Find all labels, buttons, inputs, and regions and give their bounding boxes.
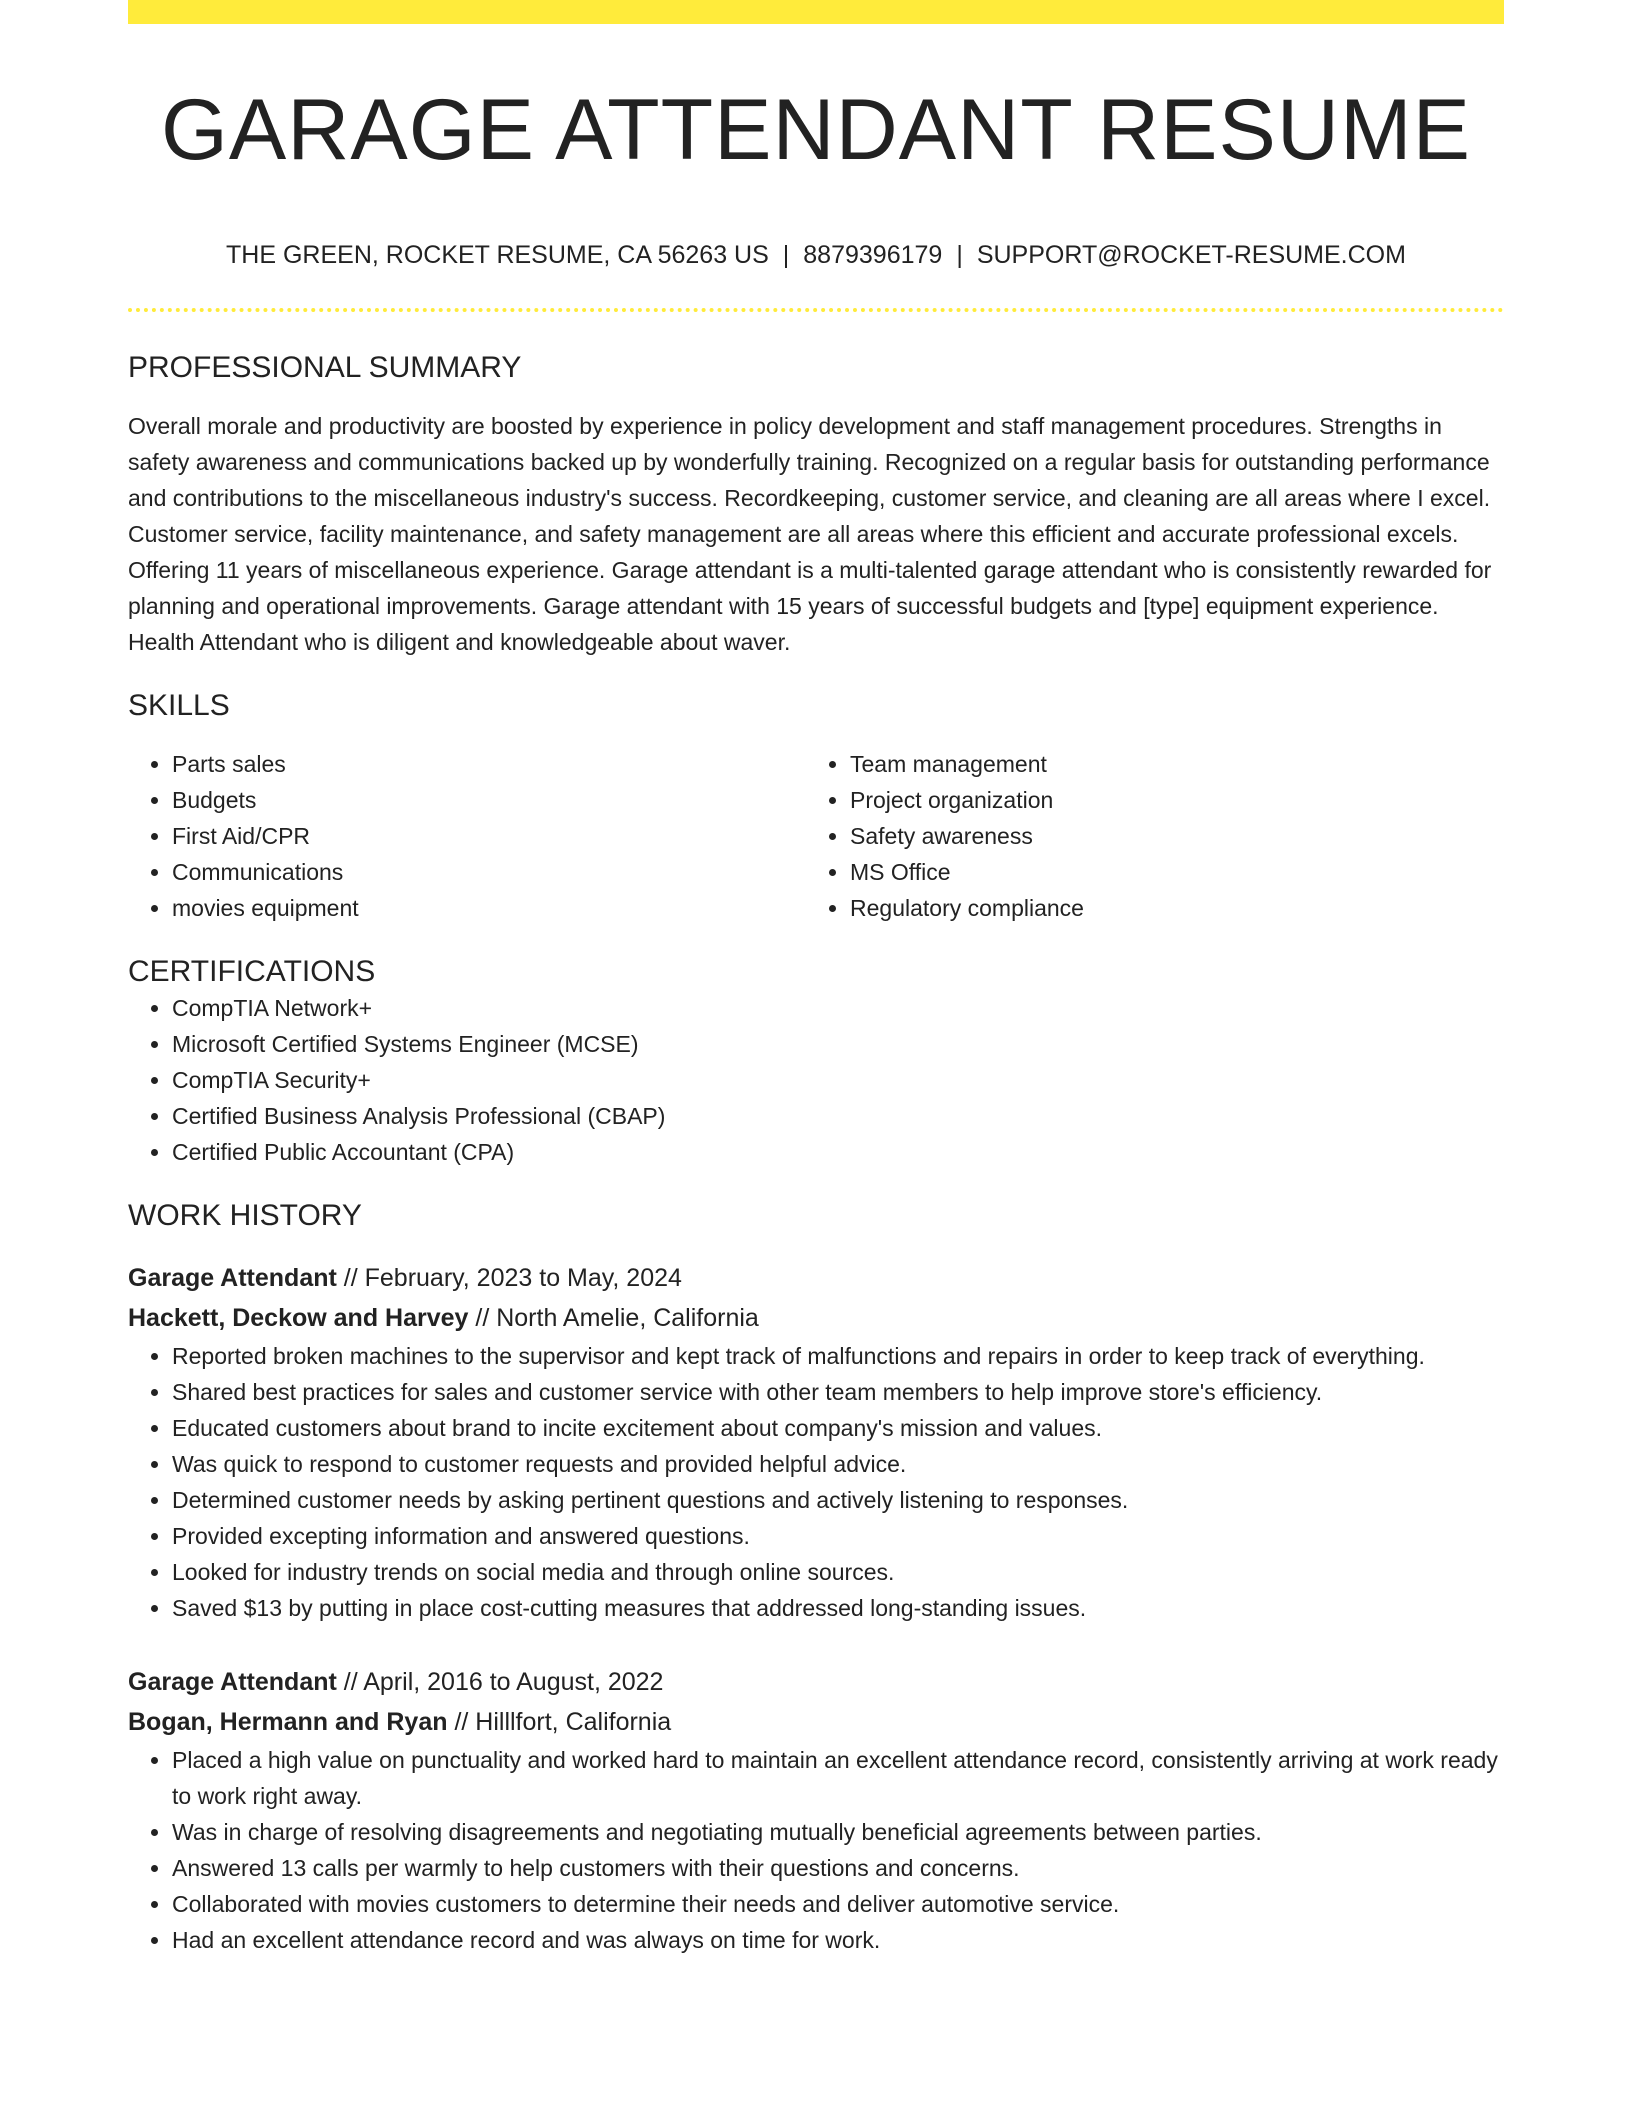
- contact-separator: |: [956, 241, 963, 269]
- summary-text: Overall morale and productivity are boosted by experience in policy development and staff management procedures. Strengths in safety awareness and communications backed up by wonderfully training. Recognized on a regular basis for outstanding performance and contributions to the miscellaneous industry's success. Recordkeeping, customer service, and cleaning are all areas where I excel. Customer service, facility maintenance, and safety management are all areas where this efficient and accurate professional excels. Offering 11 years of miscellaneous experience. Garage attendant is a multi-talented garage attendant who is consistently rewarded for planning and operational improvements. Garage attendant with 15 years of successful budgets and [type] equipment experience. Health Attendant who is diligent and knowledgeable about waver.: [128, 413, 1492, 655]
- job-dates: // February, 2023 to May, 2024: [336, 1264, 682, 1292]
- certifications-heading: CERTIFICATIONS: [128, 955, 376, 988]
- job-bullet: • Shared best practices for sales and customer service with other team members to help improve store's efficiency.: [172, 1374, 1504, 1410]
- accent-top-bar: [128, 0, 1504, 24]
- dotted-divider: [128, 308, 1504, 312]
- contact-email: SUPPORT@ROCKET-RESUME.COM: [976, 241, 1406, 269]
- job-role: Garage Attendant: [128, 1668, 337, 1696]
- job-company-line: [128, 1298, 1504, 1338]
- skill-item: • Communications: [172, 854, 806, 890]
- skill-item: • Budgets: [172, 782, 806, 818]
- contact-address: THE GREEN, ROCKET RESUME, CA 56263 US: [226, 241, 769, 269]
- job-bullet: • Reported broken machines to the supervisor and kept track of malfunctions and repairs in order to keep track of everything.: [172, 1338, 1504, 1374]
- work-history-heading: WORK HISTORY: [128, 1199, 362, 1232]
- job-bullet: • Determined customer needs by asking pertinent questions and actively listening to responses.: [172, 1482, 1504, 1518]
- certification-item: • CompTIA Network+: [172, 990, 1504, 1026]
- job-bullet: • Provided excepting information and answered questions.: [172, 1518, 1504, 1554]
- job-role-line: [128, 1662, 1504, 1702]
- job-company-line: [128, 1702, 1504, 1742]
- job-bullets: [128, 1338, 1504, 1626]
- job-bullets: [128, 1742, 1504, 1958]
- skill-item: • movies equipment: [172, 890, 806, 926]
- job-dates: // April, 2016 to August, 2022: [336, 1668, 664, 1696]
- job-bullet: • Was in charge of resolving disagreements and negotiating mutually beneficial agreements between parties.: [172, 1814, 1504, 1850]
- certification-item: • Microsoft Certified Systems Engineer (MCSE): [172, 1026, 1504, 1062]
- contact-line: [128, 240, 1504, 270]
- job-entry: [128, 1662, 1504, 1958]
- certification-item: • Certified Business Analysis Professional (CBAP): [172, 1098, 1504, 1134]
- job-role: Garage Attendant: [128, 1264, 337, 1292]
- certification-item: • CompTIA Security+: [172, 1062, 1504, 1098]
- certifications-list: [128, 990, 1504, 1170]
- skill-item: • Parts sales: [172, 746, 806, 782]
- skill-item: • Team management: [850, 746, 1484, 782]
- certification-item: • Certified Public Accountant (CPA): [172, 1134, 1504, 1170]
- job-role-line: [128, 1258, 1504, 1298]
- contact-phone: 8879396179: [803, 241, 943, 269]
- job-entry: [128, 1258, 1504, 1626]
- resume-title: GARAGE ATTENDANT RESUME: [160, 82, 1472, 178]
- job-bullet: • Had an excellent attendance record and was always on time for work.: [172, 1922, 1504, 1958]
- skills-left-column: [128, 746, 806, 926]
- skill-item: • Project organization: [850, 782, 1484, 818]
- skills-right-column: [806, 746, 1484, 926]
- skills-columns: [128, 746, 1504, 926]
- job-location: // North Amelie, California: [468, 1304, 759, 1332]
- job-bullet: • Was quick to respond to customer requests and provided helpful advice.: [172, 1446, 1504, 1482]
- job-bullet: • Looked for industry trends on social media and through online sources.: [172, 1554, 1504, 1590]
- job-bullet: • Collaborated with movies customers to determine their needs and deliver automotive service.: [172, 1886, 1504, 1922]
- job-bullet: • Saved $13 by putting in place cost-cutting measures that addressed long-standing issues.: [172, 1590, 1504, 1626]
- job-bullet: • Educated customers about brand to incite excitement about company's mission and values.: [172, 1410, 1504, 1446]
- resume-page: [128, 0, 1504, 1958]
- job-bullet: • Answered 13 calls per warmly to help customers with their questions and concerns.: [172, 1850, 1504, 1886]
- job-company: Hackett, Deckow and Harvey: [128, 1304, 469, 1332]
- contact-separator: |: [782, 241, 790, 269]
- skill-item: • First Aid/CPR: [172, 818, 806, 854]
- skill-item: • Safety awareness: [850, 818, 1484, 854]
- skill-item: • Regulatory compliance: [850, 890, 1484, 926]
- skills-heading: SKILLS: [128, 689, 230, 722]
- job-bullet: • Placed a high value on punctuality and worked hard to maintain an excellent attendance record, consistently arriving at work ready to work right away.: [172, 1742, 1504, 1814]
- summary-heading: PROFESSIONAL SUMMARY: [128, 351, 522, 384]
- job-company: Bogan, Hermann and Ryan: [128, 1708, 448, 1736]
- job-location: // Hilllfort, California: [447, 1708, 672, 1736]
- skill-item: • MS Office: [850, 854, 1484, 890]
